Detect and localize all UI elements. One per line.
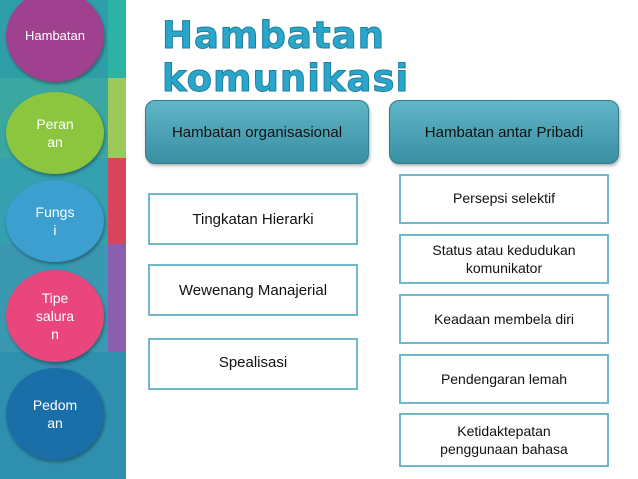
list-item-label: Persepsi selektif — [453, 190, 555, 206]
list-item — [148, 338, 358, 390]
header-right — [389, 100, 619, 164]
nav-item-label: Tipe salura n — [35, 289, 75, 343]
list-item-label: Spealisasi — [218, 354, 288, 371]
list-item — [399, 174, 609, 224]
list-item — [399, 234, 609, 284]
list-item — [399, 413, 609, 467]
nav-item-label: Hambatan — [25, 27, 85, 43]
nav-item-fungsi[interactable] — [6, 180, 104, 262]
list-item-label: Wewenang Manajerial — [178, 281, 328, 299]
list-item-label: Keadaan membela diri — [433, 311, 575, 327]
stripe-band — [108, 244, 126, 352]
nav-item-label: Pedom an — [32, 396, 78, 431]
stripe-band — [108, 0, 126, 78]
header-left-label: Hambatan organisasional — [171, 123, 343, 141]
stripe-band — [108, 158, 126, 244]
header-left — [145, 100, 369, 164]
nav-item-label: Peran an — [36, 115, 74, 150]
list-item — [399, 354, 609, 404]
nav-item-tipe-saluran[interactable] — [6, 270, 104, 362]
list-item-label: Ketidaktepatan penggunaan bahasa — [440, 422, 568, 457]
stripe-band — [108, 352, 126, 479]
nav-item-peranan[interactable] — [6, 92, 104, 174]
list-item — [148, 264, 358, 316]
nav-item-label: Fungs i — [35, 203, 75, 238]
list-item-label: Pendengaran lemah — [440, 371, 568, 387]
nav-item-pedoman[interactable] — [6, 368, 104, 460]
page-title: Hambatan komunikasi — [162, 14, 410, 100]
stripe-band — [108, 78, 126, 158]
header-right-label: Hambatan antar Pribadi — [424, 123, 584, 141]
list-item — [148, 193, 358, 245]
list-item-label: Status atau kedudukan komunikator — [432, 241, 576, 276]
list-item — [399, 294, 609, 344]
list-item-label: Tingkatan Hierarki — [192, 210, 314, 228]
